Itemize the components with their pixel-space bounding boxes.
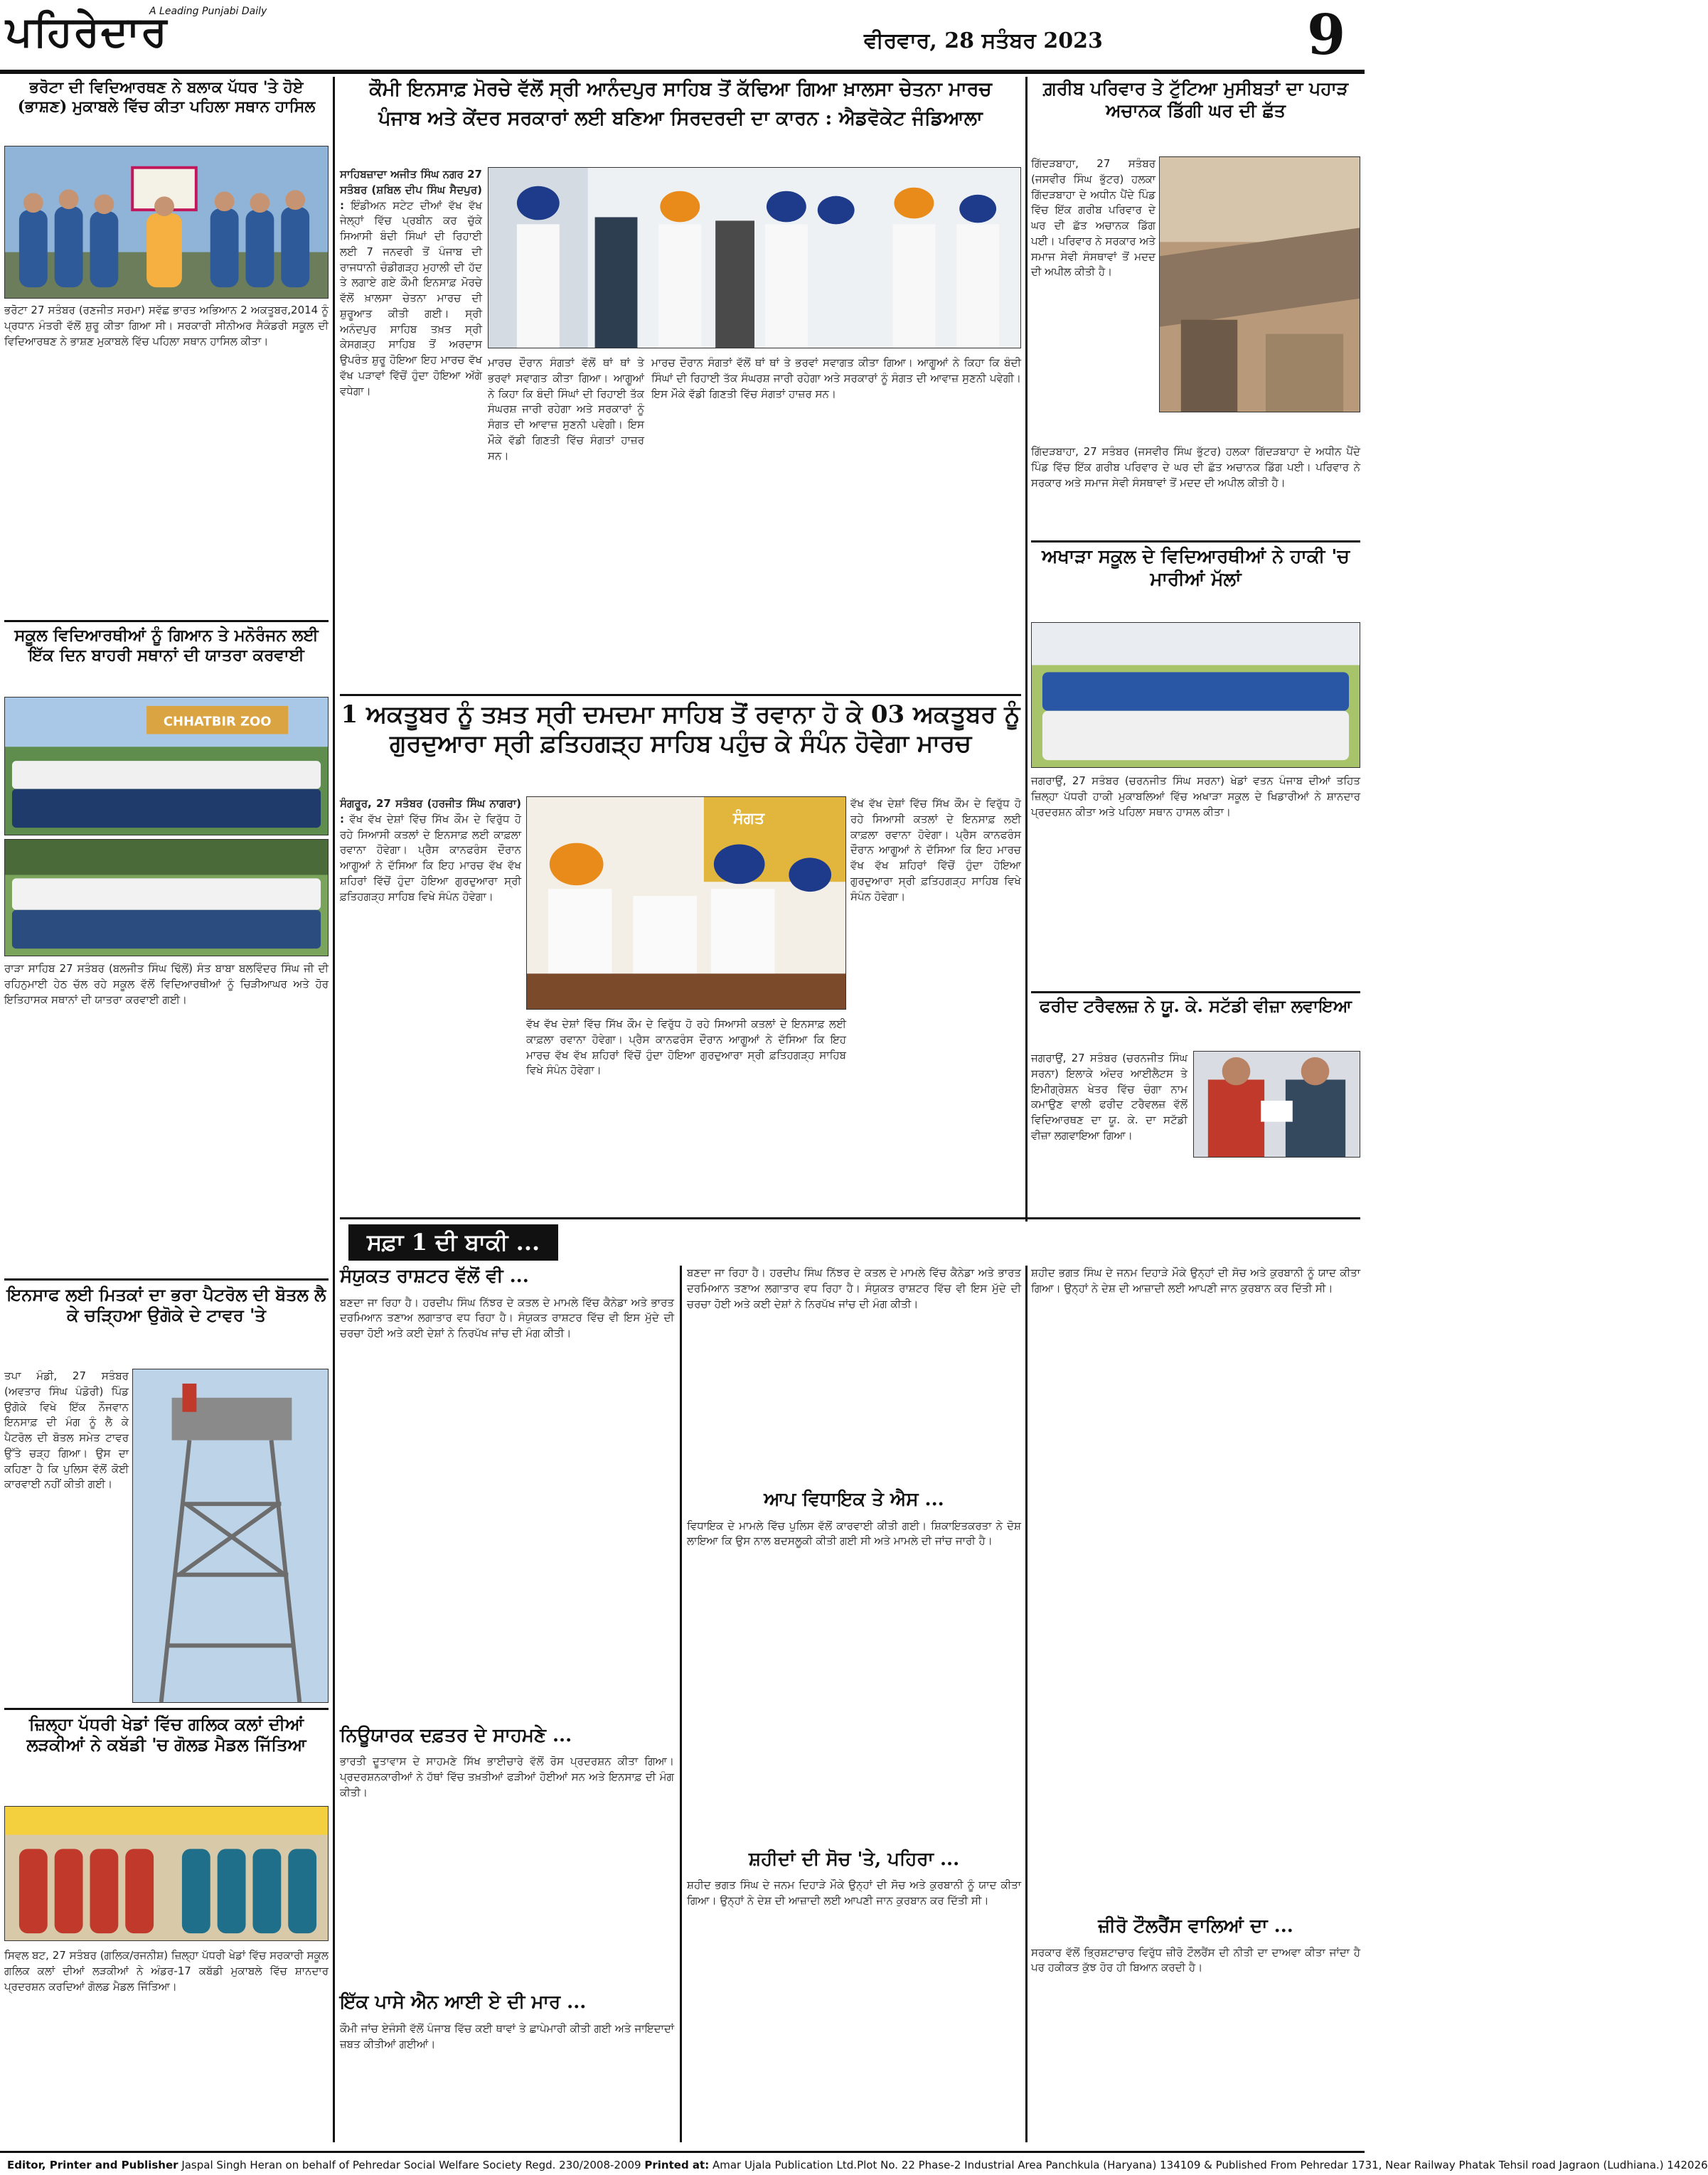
press-conference-photo xyxy=(526,796,846,1010)
footer-imprint xyxy=(0,2151,1708,2175)
lead-photo-top xyxy=(488,167,1021,348)
column-divider-left xyxy=(333,77,335,2142)
left-story1-headline-block xyxy=(4,78,329,142)
zero-tolerance-body: ਸਰਕਾਰ ਵੱਲੋਂ ਭ੍ਰਿਸ਼ਟਾਚਾਰ ਵਿਰੁੱਧ ਜ਼ੀਰੋ ਟੌਲਰੈਂਸ ਦੀ ਨੀਤੀ ਦਾ ਦਾਅਵਾ ਕੀਤਾ ਜਾਂਦਾ ਹੈ ਪਰ ਹਕੀਕਤ ਕੁੱਝ ਹੋਰ ਹੀ ਬਿਆਨ ਕਰਦੀ ਹੈ। xyxy=(1031,1945,1360,1974)
right-story2-headline: ਅਖਾੜਾ ਸਕੂਲ ਦੇ ਵਿਦਿਆਰਥੀਆਂ ਨੇ ਹਾਕੀ 'ਚ ਮਾਰੀਆਂ ਮੱਲਾਂ xyxy=(1042,546,1350,590)
left-story4-headline-block xyxy=(4,1714,329,1785)
takht-body xyxy=(340,796,521,1209)
march-leaders-image xyxy=(489,168,1020,348)
left-divider-1 xyxy=(4,620,329,622)
mla-title: ਆਪ ਵਿਧਾਇਕ ਤੇ ਐਸ ... xyxy=(764,1489,944,1510)
right-divider-2 xyxy=(1031,991,1360,993)
un-body-continued: ਬਣਦਾ ਜਾ ਰਿਹਾ ਹੈ। ਹਰਦੀਪ ਸਿੰਘ ਨਿੱਝਰ ਦੇ ਕਤਲ ਦੇ ਮਾਮਲੇ ਵਿੱਚ ਕੈਨੇਡਾ ਅਤੇ ਭਾਰਤ ਦਰਮਿਆਨ ਤਣਾਅ ਲਗਾਤਾਰ ਵਧ ਰਿਹਾ ਹੈ। ਸੰਯੁਕਤ ਰਾਸ਼ਟਰ ਵਿੱਚ ਵੀ ਇਸ ਮੁੱਦੇ ਦੀ ਚਰਚਾ ਹੋਈ ਅਤੇ ਕਈ ਦੇਸ਼ਾਂ ਨੇ ਨਿਰਪੱਖ ਜਾਂਚ ਦੀ ਮੰਗ ਕੀਤੀ। xyxy=(687,1266,1021,1310)
students-certificate-image xyxy=(5,146,328,298)
right-story2-headline-block xyxy=(1031,546,1360,617)
newyork-body: ਭਾਰਤੀ ਦੂਤਾਵਾਸ ਦੇ ਸਾਹਮਣੇ ਸਿੱਖ ਭਾਈਚਾਰੇ ਵੱਲੋਂ ਰੋਸ ਪ੍ਰਦਰਸ਼ਨ ਕੀਤਾ ਗਿਆ। ਪ੍ਰਦਰਸ਼ਨਕਾਰੀਆਂ ਨੇ ਹੱਥਾਂ ਵਿੱਚ ਤਖ਼ਤੀਆਂ ਫੜੀਆਂ ਹੋਈਆਂ ਸਨ ਅਤੇ ਇਨਸਾਫ਼ ਦੀ ਮੰਗ ਕੀਤੀ। xyxy=(340,1755,674,1799)
zoo-sign-text: CHHATBIR ZOO xyxy=(163,714,272,730)
remaining-banner: ਸਫ਼ਾ 1 ਦੀ ਬਾਕੀ ... xyxy=(348,1224,558,1261)
right-story3-headline: ਫਰੀਦ ਟਰੈਵਲਜ਼ ਨੇ ਯੂ. ਕੇ. ਸਟੱਡੀ ਵੀਜ਼ਾ ਲਵਾਇਆ xyxy=(1039,995,1352,1016)
right-divider-1 xyxy=(1031,540,1360,543)
mla-body: ਵਿਧਾਇਕ ਦੇ ਮਾਮਲੇ ਵਿੱਚ ਪੁਲਿਸ ਵੱਲੋਂ ਕਾਰਵਾਈ ਕੀਤੀ ਗਈ। ਸ਼ਿਕਾਇਤਕਰਤਾ ਨੇ ਦੋਸ਼ ਲਾਇਆ ਕਿ ਉਸ ਨਾਲ ਬਦਸਲੂਕੀ ਕੀਤੀ ਗਈ ਸੀ ਅਤੇ ਮਾਮਲੇ ਦੀ ਜਾਂਚ ਜਾਰੀ ਹੈ। xyxy=(687,1519,1021,1548)
lead-body-continued: ਮਾਰਚ ਦੌਰਾਨ ਸੰਗਤਾਂ ਵੱਲੋਂ ਥਾਂ ਥਾਂ ਤੇ ਭਰਵਾਂ ਸਵਾਗਤ ਕੀਤਾ ਗਿਆ। ਆਗੂਆਂ ਨੇ ਕਿਹਾ ਕਿ ਬੰਦੀ ਸਿੰਘਾਂ ਦੀ ਰਿਹਾਈ ਤੱਕ ਸੰਘਰਸ਼ ਜਾਰੀ ਰਹੇਗਾ ਅਤੇ ਸਰਕਾਰਾਂ ਨੂੰ ਸੰਗਤ ਦੀ ਆਵਾਜ਼ ਸੁਣਨੀ ਪਵੇਗੀ। ਇਸ ਮੌਕੇ ਵੱਡੀ ਗਿਣਤੀ ਵਿੱਚ ਸੰਗਤਾਂ ਹਾਜ਼ਰ ਸਨ। xyxy=(651,356,1021,400)
collapsed-roof-photo xyxy=(1159,156,1360,412)
shaheed-title: ਸ਼ਹੀਦਾਂ ਦੀ ਸੋਚ 'ਤੇ, ਪਹਿਰਾ ... xyxy=(748,1848,960,1870)
lead-headline-1: ਕੌਮੀ ਇਨਸਾਫ਼ ਮੋਰਚੇ ਵੱਲੋਂ ਸ੍ਰੀ ਆਨੰਦਪੁਰ ਸਾਹਿਬ ਤੋਂ ਕੱਢਿਆ ਗਿਆ ਖ਼ਾਲਸਾ ਚੇਤਨਾ ਮਾਰਚ xyxy=(369,78,992,100)
takht-body-text: ਵੱਖ ਵੱਖ ਦੇਸ਼ਾਂ ਵਿੱਚ ਸਿੱਖ ਕੌਮ ਦੇ ਵਿਰੁੱਧ ਹੋ ਰਹੇ ਸਿਆਸੀ ਕਤਲਾਂ ਦੇ ਇਨਸਾਫ਼ ਲਈ ਕਾਫ਼ਲਾ ਰਵਾਨਾ ਹੋਵੇਗਾ। ਪ੍ਰੈਸ ਕਾਨਫਰੰਸ ਦੌਰਾਨ ਆਗੂਆਂ ਨੇ ਦੱਸਿਆ ਕਿ ਇਹ ਮਾਰਚ ਵੱਖ ਵੱਖ ਸ਼ਹਿਰਾਂ ਵਿੱਚੋਂ ਹੁੰਦਾ ਹੋਇਆ ਗੁਰਦੁਆਰਾ ਸ੍ਰੀ ਫ਼ਤਿਹਗੜ੍ਹ ਸਾਹਿਬ ਵਿਖੇ ਸੰਪੰਨ ਹੋਵੇਗਾ। xyxy=(340,812,521,903)
right-story2-body: ਜਗਰਾਉਂ, 27 ਸਤੰਬਰ (ਚਰਨਜੀਤ ਸਿੰਘ ਸਰਨਾ) ਖੇਡਾਂ ਵਤਨ ਪੰਜਾਬ ਦੀਆਂ ਤਹਿਤ ਜ਼ਿਲ੍ਹਾ ਪੱਧਰੀ ਹਾਕੀ ਮੁਕਾਬਲਿਆਂ ਵਿੱਚ ਅਖਾੜਾ ਸਕੂਲ ਦੇ ਖਿਡਾਰੀਆਂ ਨੇ ਸ਼ਾਨਦਾਰ ਪ੍ਰਦਰਸ਼ਨ ਕੀਤਾ ਅਤੇ ਪਹਿਲਾ ਸਥਾਨ ਹਾਸਲ ਕੀਤਾ। xyxy=(1031,774,1360,818)
left-story1-body: ਭਰੋਟਾ 27 ਸਤੰਬਰ (ਰਣਜੀਤ ਸਰਮਾ) ਸਵੱਛ ਭਾਰਤ ਅਭਿਆਨ 2 ਅਕਤੂਬਰ,2014 ਨੂੰ ਪ੍ਰਧਾਨ ਮੰਤਰੀ ਵੱਲੋਂ ਸ਼ੁਰੂ ਕੀਤਾ ਗਿਆ ਸੀ। ਸਰਕਾਰੀ ਸੀਨੀਅਰ ਸੈਕੰਡਰੀ ਸਕੂਲ ਦੀ ਵਿਦਿਆਰਥਣ ਨੇ ਭਾਸ਼ਣ ਮੁਕਾਬਲੇ ਵਿੱਚ ਪਹਿਲਾ ਸਥਾਨ ਹਾਸਿਲ ਕੀਤਾ। xyxy=(4,304,329,348)
newspaper-logo: ਪਹਿਰੇਦਾਰ xyxy=(6,7,169,55)
left-divider-2 xyxy=(4,1278,329,1281)
issue-date: ਵੀਰਵਾਰ, 28 ਸਤੰਬਰ 2023 xyxy=(864,28,1103,53)
press-conference-image xyxy=(527,797,845,1009)
zoo-trip-image xyxy=(5,698,328,835)
left-story3-headline: ਇਨਸਾਫ ਲਈ ਮਿਤਕਾਂ ਦਾ ਭਰਾ ਪੈਟਰੋਲ ਦੀ ਬੋਤਲ ਲੈ ਕੇ ਚੜ੍ਹਿਆ ਉਗੋਕੇ ਦੇ ਟਾਵਰ 'ਤੇ xyxy=(6,1284,326,1326)
hockey-team-photo xyxy=(1031,622,1360,768)
footer-label: Editor, Printer and Publisher xyxy=(7,2159,178,2171)
left-story3-headline-block xyxy=(4,1284,329,1362)
right-story3-headline-block xyxy=(1031,995,1360,1045)
masthead xyxy=(0,0,1365,71)
zoo-photo-bottom xyxy=(4,839,329,956)
takht-body-right: ਵੱਖ ਵੱਖ ਦੇਸ਼ਾਂ ਵਿੱਚ ਸਿੱਖ ਕੌਮ ਦੇ ਵਿਰੁੱਧ ਹੋ ਰਹੇ ਸਿਆਸੀ ਕਤਲਾਂ ਦੇ ਇਨਸਾਫ਼ ਲਈ ਕਾਫ਼ਲਾ ਰਵਾਨਾ ਹੋਵੇਗਾ। ਪ੍ਰੈਸ ਕਾਨਫਰੰਸ ਦੌਰਾਨ ਆਗੂਆਂ ਨੇ ਦੱਸਿਆ ਕਿ ਇਹ ਮਾਰਚ ਵੱਖ ਵੱਖ ਸ਼ਹਿਰਾਂ ਵਿੱਚੋਂ ਹੁੰਦਾ ਹੋਇਆ ਗੁਰਦੁਆਰਾ ਸ੍ਰੀ ਫ਼ਤਿਹਗੜ੍ਹ ਸਾਹਿਬ ਵਿਖੇ ਸੰਪੰਨ ਹੋਵੇਗਾ। xyxy=(850,797,1021,903)
right-story1-headline: ਗ਼ਰੀਬ ਪਰਿਵਾਰ ਤੇ ਟੁੱਟਿਆ ਮੁਸੀਬਤਾਂ ਦਾ ਪਹਾੜ ਅਚਾਨਕ ਡਿੱਗੀ ਘਰ ਦੀ ਛੱਤ xyxy=(1042,78,1349,121)
hockey-team-image xyxy=(1032,623,1360,767)
newspaper-tagline: A Leading Punjabi Daily xyxy=(149,6,267,17)
column-divider-right xyxy=(1025,77,1028,1222)
remaining-top-rule xyxy=(340,1217,1360,1219)
nia-title: ਇੱਕ ਪਾਸੇ ਐਨ ਆਈ ਏ ਦੀ ਮਾਰ ... xyxy=(340,1992,587,2014)
tower-photo xyxy=(132,1369,329,1703)
nia-body: ਕੌਮੀ ਜਾਂਚ ਏਜੰਸੀ ਵੱਲੋਂ ਪੰਜਾਬ ਵਿੱਚ ਕਈ ਥਾਵਾਂ ਤੇ ਛਾਪੇਮਾਰੀ ਕੀਤੀ ਗਈ ਅਤੇ ਜਾਇਦਾਦਾਂ ਜ਼ਬਤ ਕੀਤੀਆਂ ਗਈਆਂ। xyxy=(340,2022,674,2051)
zoo-photo-top xyxy=(4,697,329,835)
un-title: ਸੰਯੁਕਤ ਰਾਸ਼ਟਰ ਵੱਲੋਂ ਵੀ ... xyxy=(340,1266,529,1287)
right-story1-headline-block xyxy=(1031,78,1360,149)
lead-body-right: ਮਾਰਚ ਦੌਰਾਨ ਸੰਗਤਾਂ ਵੱਲੋਂ ਥਾਂ ਥਾਂ ਤੇ ਭਰਵਾਂ ਸਵਾਗਤ ਕੀਤਾ ਗਿਆ। ਆਗੂਆਂ ਨੇ ਕਿਹਾ ਕਿ ਬੰਦੀ ਸਿੰਘਾਂ ਦੀ ਰਿਹਾਈ ਤੱਕ ਸੰਘਰਸ਼ ਜਾਰੀ ਰਹੇਗਾ ਅਤੇ ਸਰਕਾਰਾਂ ਨੂੰ ਸੰਗਤ ਦੀ ਆਵਾਜ਼ ਸੁਣਨੀ ਪਵੇਗੀ। ਇਸ ਮੌਕੇ ਵੱਡੀ ਗਿਣਤੀ ਵਿੱਚ ਸੰਗਤਾਂ ਹਾਜ਼ਰ ਸਨ। xyxy=(488,356,644,462)
newyork-title: ਨਿਊਯਾਰਕ ਦਫ਼ਤਰ ਦੇ ਸਾਹਮਣੇ ... xyxy=(340,1724,572,1746)
right-story1-body-continued: ਗਿੱਦੜਬਾਹਾ, 27 ਸਤੰਬਰ (ਜਸਵੀਰ ਸਿੰਘ ਭੁੱਟਰ) ਹਲਕਾ ਗਿੱਦੜਬਾਹਾ ਦੇ ਅਧੀਨ ਪੈਂਦੇ ਪਿੰਡ ਵਿੱਚ ਇੱਕ ਗਰੀਬ ਪਰਿਵਾਰ ਦੇ ਘਰ ਦੀ ਛੱਤ ਅਚਾਨਕ ਡਿੱਗ ਪਈ। ਪਰਿਵਾਰ ਨੇ ਸਰਕਾਰ ਅਤੇ ਸਮਾਜ ਸੇਵੀ ਸੰਸਥਾਵਾਂ ਤੋਂ ਮਦਦ ਦੀ ਅਪੀਲ ਕੀਤੀ ਹੈ। xyxy=(1031,445,1360,489)
left-divider-3 xyxy=(4,1708,329,1710)
remaining-divider-2 xyxy=(1025,1266,1028,2142)
kabaddi-photo xyxy=(4,1806,329,1941)
takht-headline: 1 ਅਕਤੂਬਰ ਨੂੰ ਤਖ਼ਤ ਸ੍ਰੀ ਦਮਦਮਾ ਸਾਹਿਬ ਤੋਂ ਰਵਾਨਾ ਹੋ ਕੇ 03 ਅਕਤੂਬਰ ਨੂੰ ਗੁਰਦੁਆਰਾ ਸ੍ਰੀ ਫ਼ਤਿਹਗੜ੍ਹ ਸਾਹਿਬ ਪਹੁੰਚ ਕੇ ਸੰਪੰਨ ਹੋਵੇਗਾ ਮਾਰਚ xyxy=(341,700,1020,759)
remaining-col-1 xyxy=(340,1266,674,2147)
lead-headline-block xyxy=(340,78,1021,156)
zero-tolerance-title: ਜ਼ੀਰੋ ਟੌਲਰੈਂਸ ਵਾਲਿਆਂ ਦਾ ... xyxy=(1098,1915,1293,1937)
lead-dateline: ਸਾਹਿਬਜ਼ਾਦਾ ਅਜੀਤ ਸਿੰਘ ਨਗਰ 27 ਸਤੰਬਰ (ਸ਼ਬਿਲ ਦੀਪ ਸਿੰਘ ਸੈਦਪੁਰ) : xyxy=(340,168,482,212)
kabaddi-team-image xyxy=(5,1807,328,1940)
shaheed-body: ਸ਼ਹੀਦ ਭਗਤ ਸਿੰਘ ਦੇ ਜਨਮ ਦਿਹਾੜੇ ਮੌਕੇ ਉਨ੍ਹਾਂ ਦੀ ਸੋਚ ਅਤੇ ਕੁਰਬਾਨੀ ਨੂੰ ਯਾਦ ਕੀਤਾ ਗਿਆ। ਉਨ੍ਹਾਂ ਨੇ ਦੇਸ਼ ਦੀ ਆਜ਼ਾਦੀ ਲਈ ਆਪਣੀ ਜਾਨ ਕੁਰਬਾਨ ਕਰ ਦਿੱਤੀ ਸੀ। xyxy=(687,1879,1021,1908)
lead-body-left xyxy=(340,167,482,672)
visa-handover-image xyxy=(1194,1052,1360,1157)
left-story1-photo xyxy=(4,146,329,299)
right-story3-body: ਜਗਰਾਉਂ, 27 ਸਤੰਬਰ (ਚਰਨਜੀਤ ਸਿੰਘ ਸਰਨਾ) ਇਲਾਕੇ ਅੰਦਰ ਆਈਲੈਟਸ ਤੇ ਇਮੀਗ੍ਰੇਸ਼ਨ ਖੇਤਰ ਵਿੱਚ ਚੰਗਾ ਨਾਮ ਕਮਾਉਣ ਵਾਲੀ ਫਰੀਦ ਟਰੈਵਲਜ਼ ਵੱਲੋਂ ਵਿਦਿਆਰਥਣ ਦਾ ਯੂ. ਕੇ. ਦਾ ਸਟੱਡੀ ਵੀਜ਼ਾ ਲਗਵਾਇਆ ਗਿਆ। xyxy=(1031,1052,1187,1142)
water-tower-image xyxy=(133,1369,328,1702)
remaining-col-3 xyxy=(1031,1266,1360,2147)
visa-photo xyxy=(1193,1051,1360,1158)
takht-body-continued: ਵੱਖ ਵੱਖ ਦੇਸ਼ਾਂ ਵਿੱਚ ਸਿੱਖ ਕੌਮ ਦੇ ਵਿਰੁੱਧ ਹੋ ਰਹੇ ਸਿਆਸੀ ਕਤਲਾਂ ਦੇ ਇਨਸਾਫ਼ ਲਈ ਕਾਫ਼ਲਾ ਰਵਾਨਾ ਹੋਵੇਗਾ। ਪ੍ਰੈਸ ਕਾਨਫਰੰਸ ਦੌਰਾਨ ਆਗੂਆਂ ਨੇ ਦੱਸਿਆ ਕਿ ਇਹ ਮਾਰਚ ਵੱਖ ਵੱਖ ਸ਼ਹਿਰਾਂ ਵਿੱਚੋਂ ਹੁੰਦਾ ਹੋਇਆ ਗੁਰਦੁਆਰਾ ਸ੍ਰੀ ਫ਼ਤਿਹਗੜ੍ਹ ਸਾਹਿਬ ਵਿਖੇ ਸੰਪੰਨ ਹੋਵੇਗਾ। xyxy=(526,1017,846,1077)
students-group-image xyxy=(5,840,328,956)
left-story2-body: ਰਾੜਾ ਸਾਹਿਬ 27 ਸਤੰਬਰ (ਬਲਜੀਤ ਸਿੰਘ ਢਿੱਲੋਂ) ਸੰਤ ਬਾਬਾ ਬਲਵਿੰਦਰ ਸਿੰਘ ਜੀ ਦੀ ਰਹਿਨੁਮਾਈ ਹੇਠ ਚੱਲ ਰਹੇ ਸਕੂਲ ਵੱਲੋਂ ਵਿਦਿਆਰਥੀਆਂ ਨੂੰ ਚਿੜੀਆਘਰ ਅਤੇ ਹੋਰ ਇਤਿਹਾਸਕ ਸਥਾਨਾਂ ਦੀ ਯਾਤਰਾ ਕਰਵਾਈ ਗਈ। xyxy=(4,962,329,1006)
lead-body-left-text: ਇੰਡੀਅਨ ਸਟੇਟ ਦੀਆਂ ਵੱਖ ਵੱਖ ਜੇਲ੍ਹਾਂ ਵਿੱਚ ਪ੍ਰਬੀਨ ਕਰ ਚੁੱਕੇ ਸਿਆਸੀ ਬੰਦੀ ਸਿੰਘਾਂ ਦੀ ਰਿਹਾਈ ਲਈ 7 ਜਨਵਰੀ ਤੋਂ ਪੰਜਾਬ ਦੀ ਰਾਜਧਾਨੀ ਚੰਡੀਗੜ੍ਹ ਮੁਹਾਲੀ ਦੀ ਹੱਦ ਤੇ ਲਗਾਏ ਗਏ ਕੌਮੀ ਇਨਸਾਫ਼ ਮੋਰਚੇ ਵੱਲੋਂ ਖ਼ਾਲਸਾ ਚੇਤਨਾ ਮਾਰਚ ਦੀ ਸ਼ੁਰੂਆਤ ਕੀਤੀ ਗਈ। ਸ੍ਰੀ ਅਨੰਦਪੁਰ ਸਾਹਿਬ ਤਖ਼ਤ ਸ੍ਰੀ ਕੇਸਗੜ੍ਹ ਸਾਹਿਬ ਤੋਂ ਅਰਦਾਸ ਉਪਰੰਤ ਸ਼ੁਰੂ ਹੋਇਆ ਇਹ ਮਾਰਚ ਵੱਖ ਵੱਖ ਪੜਾਵਾਂ ਵਿੱਚੋਂ ਹੁੰਦਾ ਹੋਇਆ ਅੱਗੇ ਵਧੇਗਾ। xyxy=(340,198,482,397)
center-divider-1 xyxy=(340,694,1021,696)
banner-text: ਸੰਗਤ xyxy=(733,810,765,828)
remaining-divider-1 xyxy=(680,1266,682,2142)
footer-text: Jaspal Singh Heran on behalf of Pehredar Social Welfare Society Regd. 230/2008-2009 xyxy=(181,2159,641,2171)
takht-dateline: ਸੰਗਰੂਰ, 27 ਸਤੰਬਰ (ਹਰਜੀਤ ਸਿੰਘ ਨਾਗਰਾ) : xyxy=(340,797,521,825)
lead-headline-2: ਪੰਜਾਬ ਅਤੇ ਕੇਂਦਰ ਸਰਕਾਰਾਂ ਲਈ ਬਣਿਆ ਸਿਰਦਰਦੀ ਦਾ ਕਾਰਨ : ਐਡਵੋਕੇਟ ਜੰਡਿਆਲਾ xyxy=(378,107,983,129)
left-story1-headline: ਭਰੋਟਾ ਦੀ ਵਿਦਿਆਰਥਣ ਨੇ ਬਲਾਕ ਪੱਧਰ 'ਤੇ ਹੋਏ (ਭਾਸ਼ਣ) ਮੁਕਾਬਲੇ ਵਿੱਚ ਕੀਤਾ ਪਹਿਲਾ ਸਥਾਨ ਹਾਸਿਲ xyxy=(17,78,316,116)
left-story4-body: ਸਿਵਲ ਬਟ, 27 ਸਤੰਬਰ (ਗਲਿਕ/ਰਜਨੀਸ਼) ਜ਼ਿਲ੍ਹਾ ਪੱਧਰੀ ਖੇਡਾਂ ਵਿੱਚ ਸਰਕਾਰੀ ਸਕੂਲ ਗਲਿਕ ਕਲਾਂ ਦੀਆਂ ਲੜਕੀਆਂ ਨੇ ਅੰਡਰ-17 ਕਬੱਡੀ ਮੁਕਾਬਲੇ ਵਿੱਚ ਸ਼ਾਨਦਾਰ ਪ੍ਰਦਰਸ਼ਨ ਕਰਦਿਆਂ ਗੋਲਡ ਮੈਡਲ ਜਿੱਤਿਆ। xyxy=(4,1949,329,1993)
left-story2-headline-block xyxy=(4,626,329,693)
shaheed-body-continued: ਸ਼ਹੀਦ ਭਗਤ ਸਿੰਘ ਦੇ ਜਨਮ ਦਿਹਾੜੇ ਮੌਕੇ ਉਨ੍ਹਾਂ ਦੀ ਸੋਚ ਅਤੇ ਕੁਰਬਾਨੀ ਨੂੰ ਯਾਦ ਕੀਤਾ ਗਿਆ। ਉਨ੍ਹਾਂ ਨੇ ਦੇਸ਼ ਦੀ ਆਜ਼ਾਦੀ ਲਈ ਆਪਣੀ ਜਾਨ ਕੁਰਬਾਨ ਕਰ ਦਿੱਤੀ ਸੀ। xyxy=(1031,1266,1360,1295)
left-story3-body: ਤਪਾ ਮੰਡੀ, 27 ਸਤੰਬਰ (ਅਵਤਾਰ ਸਿੰਘ ਪੰਡੋਰੀ) ਪਿੰਡ ਉਗੋਕੇ ਵਿਖੇ ਇੱਕ ਨੌਜਵਾਨ ਇਨਸਾਫ਼ ਦੀ ਮੰਗ ਨੂੰ ਲੈ ਕੇ ਪੈਟਰੋਲ ਦੀ ਬੋਤਲ ਸਮੇਤ ਟਾਵਰ ਉੱਤੇ ਚੜ੍ਹ ਗਿਆ। ਉਸ ਦਾ ਕਹਿਣਾ ਹੈ ਕਿ ਪੁਲਿਸ ਵੱਲੋਂ ਕੋਈ ਕਾਰਵਾਈ ਨਹੀਂ ਕੀਤੀ ਗਈ। xyxy=(4,1369,129,1491)
takht-headline-block xyxy=(340,700,1021,786)
masthead-rule xyxy=(0,70,1365,74)
footer-printed-label: Printed at: xyxy=(644,2159,710,2171)
remaining-col-2 xyxy=(687,1266,1021,2147)
page-number: 9 xyxy=(1307,3,1346,68)
damaged-house-image xyxy=(1160,157,1360,412)
left-story2-headline: ਸਕੂਲ ਵਿਦਿਆਰਥੀਆਂ ਨੂੰ ਗਿਆਨ ਤੇ ਮਨੋਰੰਜਨ ਲਈ ਇੱਕ ਦਿਨ ਬਾਹਰੀ ਸਥਾਨਾਂ ਦੀ ਯਾਤਰਾ ਕਰਵਾਈ xyxy=(14,626,319,666)
left-story4-headline: ਜ਼ਿਲ੍ਹਾ ਪੱਧਰੀ ਖੇਡਾਂ ਵਿੱਚ ਗਲਿਕ ਕਲਾਂ ਦੀਆਂ ਲੜਕੀਆਂ ਨੇ ਕਬੱਡੀ 'ਚ ਗੋਲਡ ਮੈਡਲ ਜਿੱਤਿਆ xyxy=(26,1714,306,1756)
right-story1-body: ਗਿੱਦੜਬਾਹਾ, 27 ਸਤੰਬਰ (ਜਸਵੀਰ ਸਿੰਘ ਭੁੱਟਰ) ਹਲਕਾ ਗਿੱਦੜਬਾਹਾ ਦੇ ਅਧੀਨ ਪੈਂਦੇ ਪਿੰਡ ਵਿੱਚ ਇੱਕ ਗਰੀਬ ਪਰਿਵਾਰ ਦੇ ਘਰ ਦੀ ਛੱਤ ਅਚਾਨਕ ਡਿੱਗ ਪਈ। ਪਰਿਵਾਰ ਨੇ ਸਰਕਾਰ ਅਤੇ ਸਮਾਜ ਸੇਵੀ ਸੰਸਥਾਵਾਂ ਤੋਂ ਮਦਦ ਦੀ ਅਪੀਲ ਕੀਤੀ ਹੈ। xyxy=(1031,157,1155,279)
footer-printed-text: Amar Ujala Publication Ltd.Plot No. 22 Phase-2 Industrial Area Panchkula (Haryana) 134109 & Published From Pehredar 1731, Near Railway Phatak Tehsil road Jagraon (Ludhiana.) 142026 xyxy=(712,2159,1708,2171)
un-body: ਬਣਦਾ ਜਾ ਰਿਹਾ ਹੈ। ਹਰਦੀਪ ਸਿੰਘ ਨਿੱਝਰ ਦੇ ਕਤਲ ਦੇ ਮਾਮਲੇ ਵਿੱਚ ਕੈਨੇਡਾ ਅਤੇ ਭਾਰਤ ਦਰਮਿਆਨ ਤਣਾਅ ਲਗਾਤਾਰ ਵਧ ਰਿਹਾ ਹੈ। ਸੰਯੁਕਤ ਰਾਸ਼ਟਰ ਵਿੱਚ ਵੀ ਇਸ ਮੁੱਦੇ ਦੀ ਚਰਚਾ ਹੋਈ ਅਤੇ ਕਈ ਦੇਸ਼ਾਂ ਨੇ ਨਿਰਪੱਖ ਜਾਂਚ ਦੀ ਮੰਗ ਕੀਤੀ। xyxy=(340,1295,674,1340)
